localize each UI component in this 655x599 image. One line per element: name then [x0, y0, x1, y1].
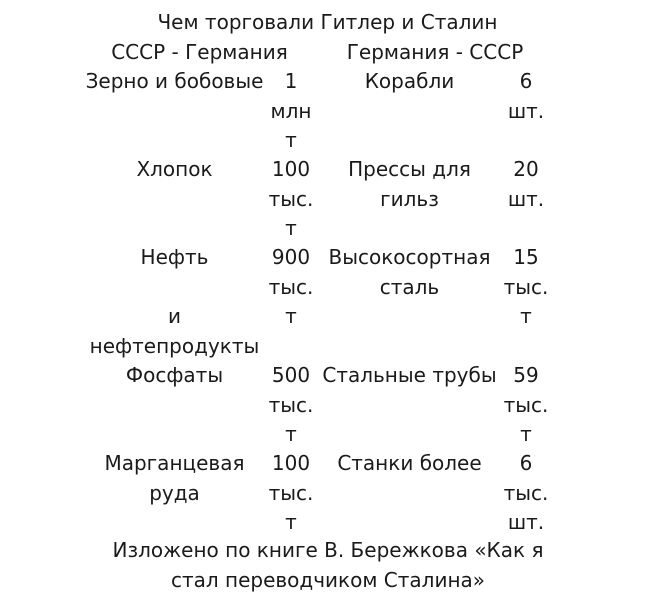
ussr-item-cotton: Хлопок [136, 157, 213, 181]
ger-item-pipes: Стальные трубы [322, 363, 497, 387]
ussr-qty-grain: 1 млн т [270, 69, 312, 152]
ger-item-steel: Высокосортная сталь [328, 245, 491, 299]
ussr-item-phosphates: Фосфаты [125, 363, 224, 387]
ger-item-machines: Станки более [337, 451, 482, 475]
ussr-item-oil-cont: и нефтепродукты [89, 304, 260, 358]
ger-item-ships: Корабли [364, 69, 455, 93]
ussr-qty-phosphates: 500 тыс. т [268, 363, 314, 446]
ger-qty-pipes: 59 тыс. т [503, 363, 549, 446]
ussr-item-grain: Зерно и бобовые [85, 69, 264, 93]
source-note: Изложено по книге В. Бережкова «Как я стал переводчиком Сталина» [112, 538, 544, 592]
ger-item-presses: Прессы для гильз [348, 157, 471, 211]
header-ussr-germany: СССР - Германия [111, 40, 288, 64]
document-title: Чем торговали Гитлер и Сталин [157, 10, 498, 34]
ger-qty-steel: 15 тыс. т [503, 245, 549, 328]
ussr-qty-oil: 900 тыс. т [268, 245, 314, 328]
ger-qty-machines: 6 тыс. шт. [503, 451, 549, 534]
ger-qty-presses: 20 шт. [507, 157, 545, 211]
ussr-item-manganese: Марганцевая руда [104, 451, 245, 505]
ger-qty-ships: 6 шт. [507, 69, 545, 123]
ussr-qty-manganese: 100 тыс. т [268, 451, 314, 534]
ussr-qty-cotton: 100 тыс. т [268, 157, 314, 240]
ussr-item-oil: Нефть [140, 245, 209, 269]
header-germany-ussr: Германия - СССР [346, 40, 524, 64]
